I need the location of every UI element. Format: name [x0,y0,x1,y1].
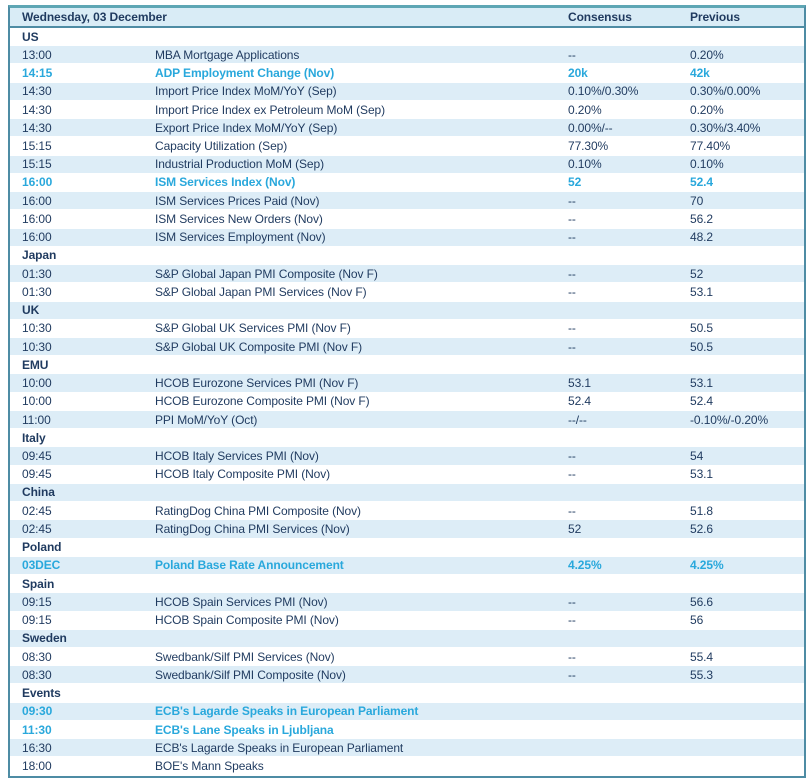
event-time: 02:45 [22,503,52,518]
event-time: 15:15 [22,157,52,172]
event-name: HCOB Spain Composite PMI (Nov) [155,613,339,628]
previous-value: 50.5 [690,321,713,336]
previous-value: 52.4 [690,394,713,409]
event-row [10,739,804,757]
event-row [10,46,804,64]
event-row [10,393,804,411]
previous-value: 48.2 [690,230,713,245]
previous-value: 53.1 [690,284,713,299]
previous-value: 52.6 [690,521,713,536]
section-row-italy [10,429,804,447]
event-name: ISM Services Index (Nov) [155,175,296,190]
event-time: 09:45 [22,467,52,482]
event-name: HCOB Spain Services PMI (Nov) [155,594,328,609]
section-row-japan [10,247,804,265]
previous-value: 53.1 [690,376,713,391]
table-body [10,28,804,776]
table-header-row [10,8,804,28]
consensus-value: -- [568,211,576,226]
event-time: 14:30 [22,120,52,135]
event-row [10,64,804,82]
consensus-value: 52 [568,521,582,536]
section-row-sweden [10,630,804,648]
event-time: 02:45 [22,521,52,536]
event-name: MBA Mortgage Applications [155,47,300,62]
event-time: 01:30 [22,284,52,299]
consensus-value: 20k [568,66,588,81]
event-name: Poland Base Rate Announcement [155,558,344,573]
section-label: Italy [22,430,46,445]
consensus-value: 0.00%/-- [568,120,613,135]
event-time: 14:30 [22,102,52,117]
section-label: Poland [22,540,62,555]
previous-value: 0.30%/3.40% [690,120,761,135]
event-time: 09:30 [22,704,53,719]
section-label: Sweden [22,631,67,646]
consensus-value: 0.10%/0.30% [568,84,639,99]
event-row [10,757,804,775]
event-name: RatingDog China PMI Composite (Nov) [155,503,361,518]
consensus-column-header: Consensus [568,10,632,24]
section-row-spain [10,575,804,593]
consensus-value: -- [568,230,576,245]
consensus-value: -- [568,613,576,628]
section-row-poland [10,539,804,557]
previous-value: 0.20% [690,47,724,62]
economic-calendar-table [8,5,806,778]
event-row [10,612,804,630]
event-time: 09:15 [22,594,52,609]
event-time: 09:45 [22,449,52,463]
consensus-value: 4.25% [568,558,602,573]
event-name: RatingDog China PMI Services (Nov) [155,521,350,536]
consensus-value: -- [568,667,576,682]
previous-value: 0.10% [690,157,724,172]
section-row-china [10,484,804,502]
event-name: ADP Employment Change (Nov) [155,66,335,81]
previous-value: 52.4 [690,175,713,190]
previous-value: 56.2 [690,211,713,226]
consensus-value: -- [568,47,576,62]
consensus-value: -- [568,649,576,664]
event-row [10,119,804,137]
event-row [10,192,804,210]
event-time: 09:15 [22,613,52,628]
previous-value: 51.8 [690,503,713,518]
previous-value: 52 [690,266,704,281]
event-time: 10:30 [22,321,52,336]
event-row [10,265,804,283]
event-time: 01:30 [22,266,52,281]
section-label: China [22,485,55,500]
event-row [10,411,804,429]
event-time: 10:00 [22,394,52,409]
event-row [10,83,804,101]
event-name: ECB's Lagarde Speaks in European Parliament [155,704,419,719]
event-row [10,374,804,392]
event-time: 16:30 [22,740,52,755]
consensus-value: -- [568,503,576,518]
event-time: 08:30 [22,667,52,682]
event-row [10,283,804,301]
previous-value: 56 [690,613,704,628]
section-label: UK [22,303,40,318]
previous-value: 0.20% [690,102,724,117]
event-row [10,447,804,465]
event-name: ECB's Lagarde Speaks in European Parliament [155,740,404,755]
consensus-value: -- [568,467,576,482]
event-time: 18:00 [22,758,52,773]
event-time: 16:00 [22,193,52,208]
event-name: ECB's Lane Speaks in Ljubljana [155,722,334,737]
event-name: S&P Global Japan PMI Composite (Nov F) [155,266,378,281]
event-time: 16:00 [22,175,53,190]
event-name: S&P Global Japan PMI Services (Nov F) [155,284,367,299]
consensus-value: 52 [568,175,582,190]
event-time: 10:30 [22,339,52,354]
previous-value: -0.10%/-0.20% [690,412,769,427]
event-row [10,502,804,520]
consensus-value: -- [568,321,576,336]
consensus-value: 0.10% [568,157,602,172]
event-time: 08:30 [22,649,52,664]
section-label: US [22,29,39,44]
event-row [10,174,804,192]
event-name: PPI MoM/YoY (Oct) [155,412,258,427]
event-time: 16:00 [22,230,52,245]
previous-column-header: Previous [690,10,740,24]
event-time: 10:00 [22,376,52,391]
event-row [10,520,804,538]
previous-value: 56.6 [690,594,713,609]
date-header: Wednesday, 03 December [22,10,167,24]
event-name: S&P Global UK Services PMI (Nov F) [155,321,351,336]
section-label: EMU [22,357,49,372]
event-time: 13:00 [22,47,52,62]
event-row [10,320,804,338]
consensus-value: --/-- [568,412,587,427]
event-row [10,557,804,575]
event-name: Industrial Production MoM (Sep) [155,157,324,172]
consensus-value: -- [568,449,576,463]
section-row-emu [10,356,804,374]
consensus-value: -- [568,339,576,354]
event-row [10,721,804,739]
event-time: 03DEC [22,558,61,573]
event-name: ISM Services Employment (Nov) [155,230,326,245]
previous-value: 70 [690,193,704,208]
event-name: HCOB Eurozone Composite PMI (Nov F) [155,394,370,409]
section-row-events [10,684,804,702]
event-row [10,137,804,155]
event-time: 14:15 [22,66,53,81]
event-row [10,229,804,247]
event-time: 16:00 [22,211,52,226]
section-label: Japan [22,248,57,263]
previous-value: 53.1 [690,467,713,482]
event-name: Swedbank/Silf PMI Composite (Nov) [155,667,346,682]
previous-value: 77.40% [690,139,731,154]
previous-value: 42k [690,66,710,81]
event-name: BOE's Mann Speaks [155,758,264,773]
section-row-us [10,28,804,46]
event-name: Import Price Index ex Petroleum MoM (Sep) [155,102,385,117]
event-row [10,156,804,174]
event-row [10,466,804,484]
event-row [10,338,804,356]
previous-value: 0.30%/0.00% [690,84,761,99]
event-row [10,703,804,721]
event-time: 14:30 [22,84,52,99]
event-time: 15:15 [22,139,52,154]
event-time: 11:30 [22,722,52,737]
consensus-value: 77.30% [568,139,609,154]
consensus-value: -- [568,594,576,609]
previous-value: 54 [690,449,704,463]
previous-value: 4.25% [690,558,724,573]
event-row [10,210,804,228]
event-name: ISM Services Prices Paid (Nov) [155,193,320,208]
previous-value: 55.4 [690,649,713,664]
event-name: Capacity Utilization (Sep) [155,139,288,154]
event-name: S&P Global UK Composite PMI (Nov F) [155,339,363,354]
event-name: HCOB Italy Composite PMI (Nov) [155,467,331,482]
event-row [10,593,804,611]
event-row [10,666,804,684]
event-name: HCOB Italy Services PMI (Nov) [155,449,319,463]
event-name: ISM Services New Orders (Nov) [155,211,323,226]
previous-value: 50.5 [690,339,713,354]
event-name: Import Price Index MoM/YoY (Sep) [155,84,337,99]
consensus-value: 52.4 [568,394,591,409]
consensus-value: 53.1 [568,376,591,391]
event-name: Swedbank/Silf PMI Services (Nov) [155,649,335,664]
consensus-value: -- [568,266,576,281]
section-label: Spain [22,576,55,591]
consensus-value: -- [568,284,576,299]
section-label: Events [22,686,61,701]
event-row [10,101,804,119]
section-row-uk [10,302,804,320]
event-time: 11:00 [22,412,51,427]
consensus-value: 0.20% [568,102,602,117]
event-name: HCOB Eurozone Services PMI (Nov F) [155,376,359,391]
event-row [10,648,804,666]
event-name: Export Price Index MoM/YoY (Sep) [155,120,338,135]
previous-value: 55.3 [690,667,713,682]
consensus-value: -- [568,193,576,208]
